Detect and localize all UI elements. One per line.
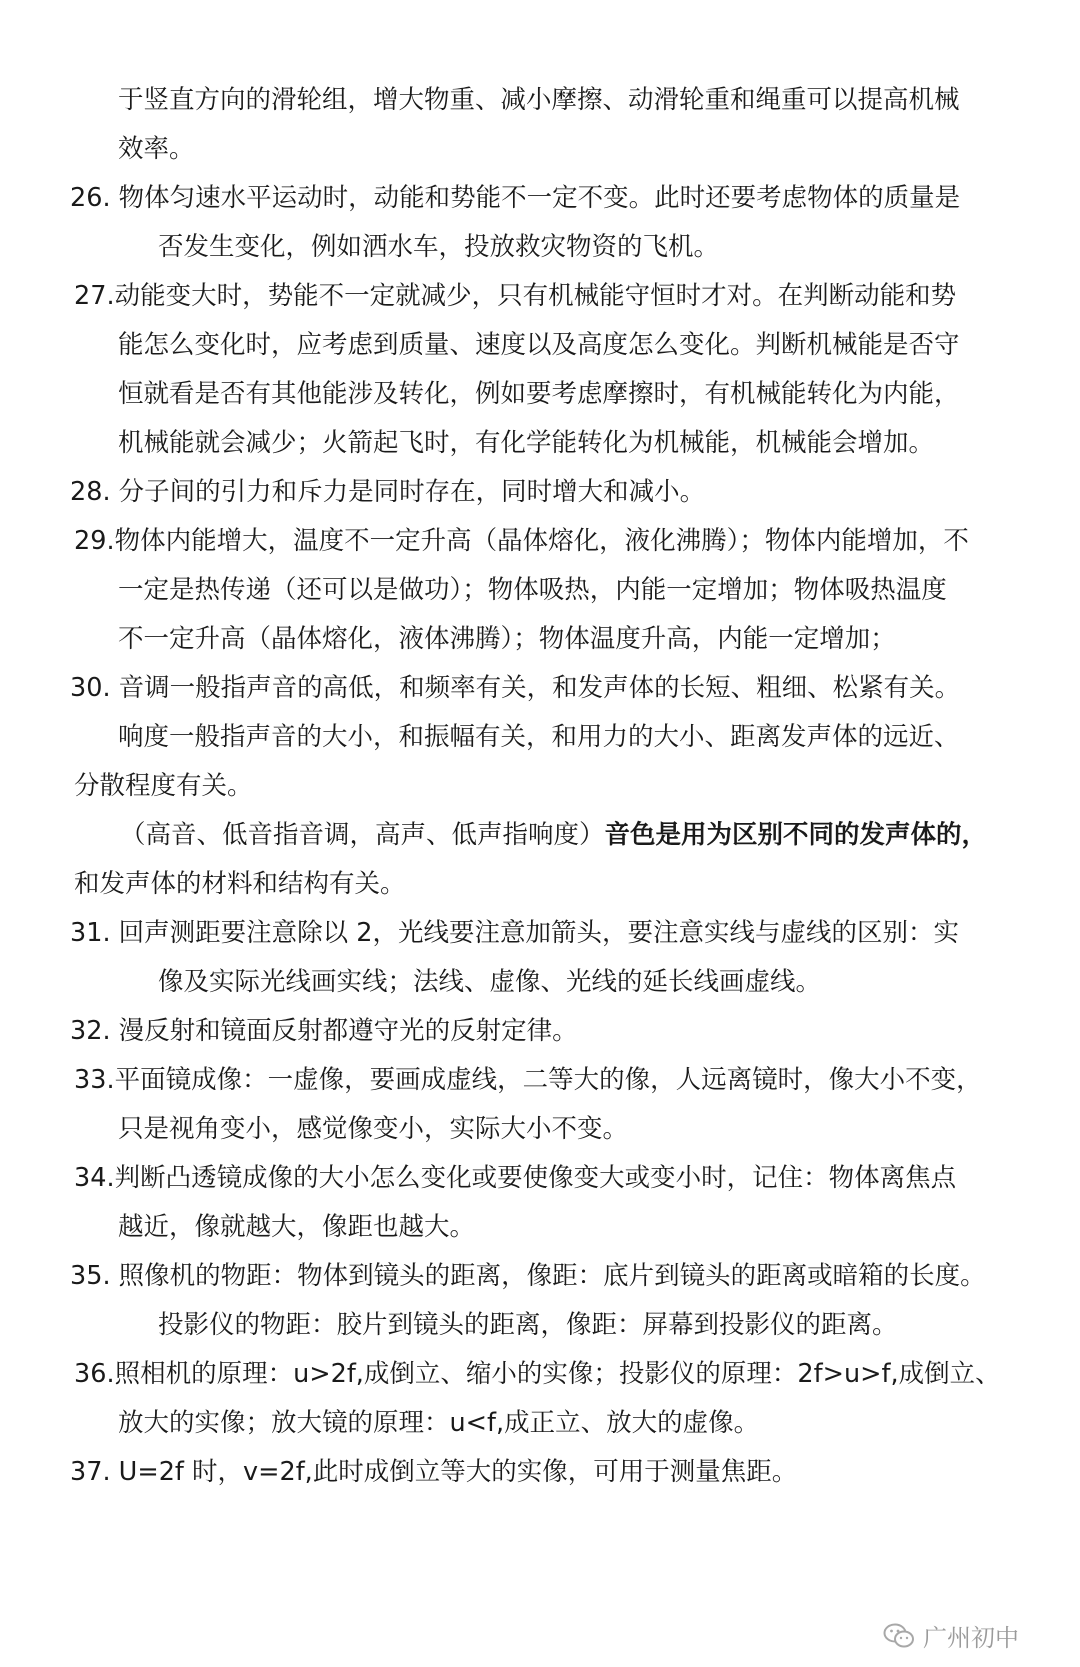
text-line: 分散程度有关。 — [74, 771, 253, 801]
text-line: 投影仪的物距：胶片到镜头的距离，像距：屏幕到投影仪的距离。 — [158, 1310, 898, 1340]
item-number: 34. — [74, 1163, 115, 1193]
text-line: 机械能就会减少；火箭起飞时，有化学能转化为机械能，机械能会增加。 — [118, 428, 935, 458]
item-number: 29. — [74, 526, 115, 556]
item-number: 27. — [74, 281, 115, 311]
text-line: 一定是热传递（还可以是做功）；物体吸热，内能一定增加；物体吸热温度 — [118, 575, 947, 605]
text-line: 不一定升高（晶体熔化，液体沸腾）；物体温度升高，内能一定增加； — [118, 624, 896, 654]
text-line: 只是视角变小，感觉像变小，实际大小不变。 — [118, 1114, 629, 1144]
item-number: 28. — [70, 477, 111, 507]
item-31: 31. 回声测距要注意除以 2，光线要注意加箭头，要注意实线与虚线的区别：实 — [70, 915, 959, 951]
bold-phrase: 音色是用为区别不同的发声体的， — [604, 820, 988, 850]
item-28: 28. 分子间的引力和斥力是同时存在，同时增大和减小。 — [70, 474, 705, 510]
item-number: 37. — [70, 1457, 111, 1487]
watermark — [883, 1618, 1019, 1653]
item-36: 36.照相机的原理：u>2f,成倒立、缩小的实像；投影仪的原理：2f>u>f,成倒立、 — [74, 1356, 1001, 1392]
item-35: 35. 照像机的物距：物体到镜头的距离，像距：底片到镜头的距离或暗箱的长度。 — [70, 1258, 986, 1294]
watermark-text: 广州初中 — [923, 1624, 1019, 1652]
text-line: 像及实际光线画实线；法线、虚像、光线的延长线画虚线。 — [158, 967, 822, 997]
item-number: 35. — [70, 1261, 111, 1291]
text-line: 越近，像就越大，像距也越大。 — [118, 1212, 476, 1242]
text-line: 恒就看是否有其他能涉及转化，例如要考虑摩擦时，有机械能转化为内能， — [118, 379, 960, 409]
item-number: 30. — [70, 673, 111, 703]
item-number: 33. — [74, 1065, 115, 1095]
text-line: （高音、低音指音调，高声、低声指响度）音色是用为区别不同的发声体的， — [120, 820, 988, 850]
item-number: 36. — [74, 1359, 115, 1389]
text-line: 否发生变化，例如洒水车，投放救灾物资的飞机。 — [158, 232, 720, 262]
item-29: 29.物体内能增大，温度不一定升高（晶体熔化，液化沸腾）；物体内能增加，不 — [74, 523, 969, 559]
item-32: 32. 漫反射和镜面反射都遵守光的反射定律。 — [70, 1013, 578, 1049]
text-line: 响度一般指声音的大小，和振幅有关，和用力的大小、距离发声体的远近、 — [118, 722, 960, 752]
wechat-icon — [883, 1622, 915, 1650]
item-33: 33.平面镜成像：一虚像，要画成虚线，二等大的像，人远离镜时，像大小不变， — [74, 1062, 982, 1098]
item-number: 31. — [70, 918, 111, 948]
item-30: 30. 音调一般指声音的高低，和频率有关，和发声体的长短、粗细、松紧有关。 — [70, 670, 960, 706]
item-37: 37. U=2f 时，v=2f,此时成倒立等大的实像，可用于测量焦距。 — [70, 1454, 797, 1490]
item-34: 34.判断凸透镜成像的大小怎么变化或要使像变大或变小时，记住：物体离焦点 — [74, 1160, 956, 1196]
item-number: 26. — [70, 183, 111, 213]
text-line: 能怎么变化时，应考虑到质量、速度以及高度怎么变化。判断机械能是否守 — [118, 330, 960, 360]
text-line: 放大的实像；放大镜的原理：u<f,成正立、放大的虚像。 — [118, 1408, 760, 1438]
text-line: 于竖直方向的滑轮组，增大物重、减小摩擦、动滑轮重和绳重可以提高机械 — [118, 85, 960, 115]
text-line: 和发声体的材料和结构有关。 — [74, 869, 406, 899]
item-26: 26. 物体匀速水平运动时，动能和势能不一定不变。此时还要考虑物体的质量是 — [70, 180, 960, 216]
item-number: 32. — [70, 1016, 111, 1046]
item-27: 27.动能变大时，势能不一定就减少，只有机械能守恒时才对。在判断动能和势 — [74, 278, 956, 314]
text-line: 效率。 — [118, 134, 195, 164]
